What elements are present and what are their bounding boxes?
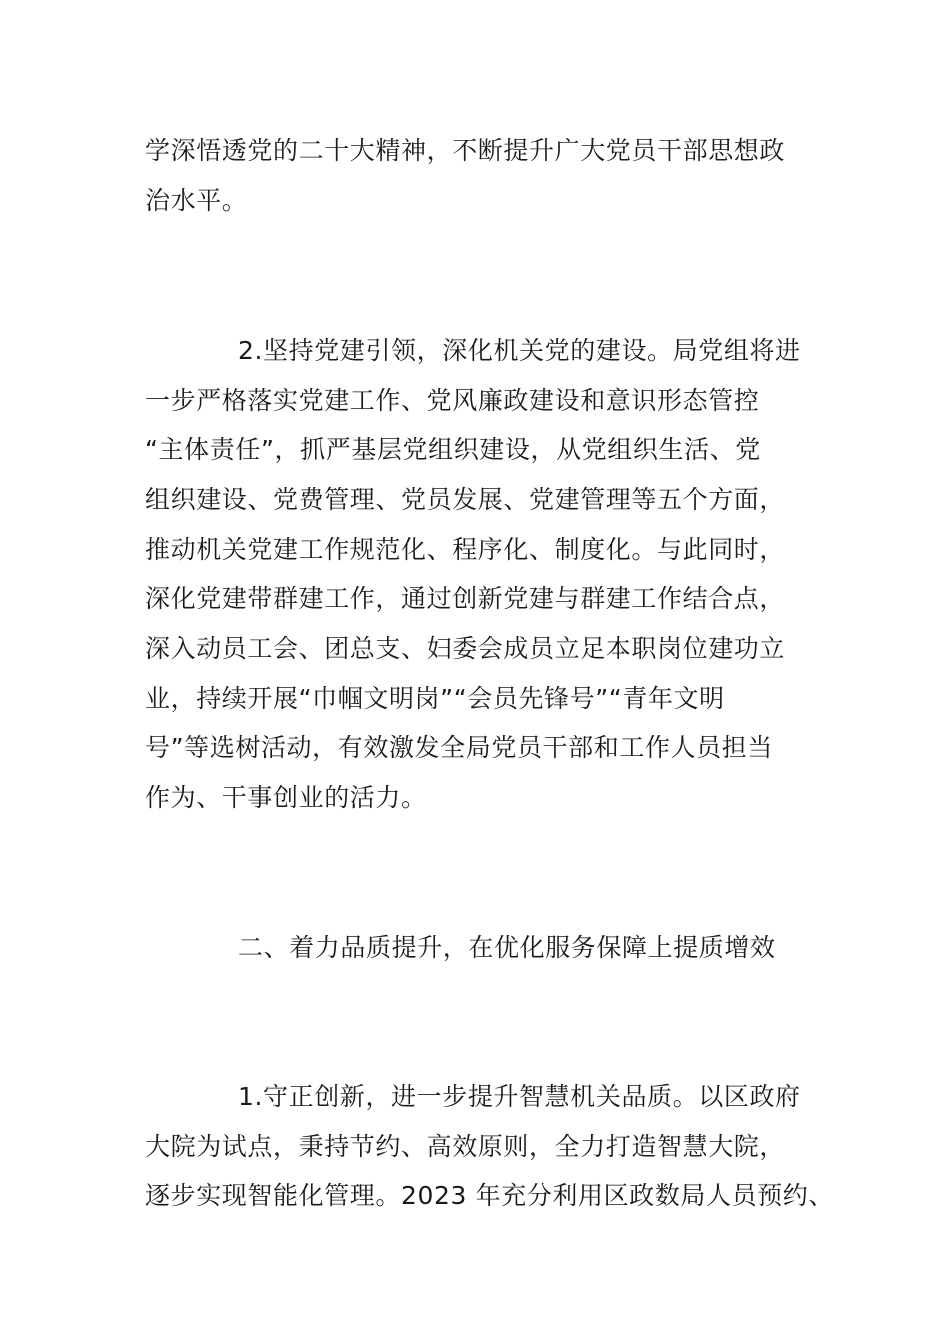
paragraph-2-line-9: 号”等选树活动，有效激发全局党员干部和工作人员担当	[145, 733, 773, 762]
paragraph-2-line-8: 业，持续开展“巾帼文明岗”“会员先锋号”“青年文明	[145, 684, 725, 713]
paragraph-2-line-4: 组织建设、党费管理、党员发展、党建管理等五个方面，	[145, 485, 786, 514]
section-heading: 二、着力品质提升，在优化服务保障上提质增效	[238, 933, 776, 962]
paragraph-3-line-3: 逐步实现智能化管理。2023 年充分利用区政数局人员预约、	[145, 1181, 834, 1210]
paragraph-2-line-7: 深入动员工会、团总支、妇委会成员立足本职岗位建功立	[145, 634, 786, 663]
paragraph-2-line-5: 推动机关党建工作规范化、程序化、制度化。与此同时，	[145, 535, 786, 564]
paragraph-1-line-1: 学深悟透党的二十大精神，不断提升广大党员干部思想政	[145, 136, 786, 165]
paragraph-3-line-1: 1.守正创新，进一步提升智慧机关品质。以区政府	[238, 1082, 801, 1111]
paragraph-2-line-3: “主体责任”，抓严基层党组织建设，从党组织生活、党	[145, 435, 761, 464]
paragraph-1-line-2: 治水平。	[145, 186, 248, 215]
paragraph-3-line-2: 大院为试点，秉持节约、高效原则，全力打造智慧大院，	[145, 1132, 786, 1161]
paragraph-2-line-2: 一步严格落实党建工作、党风廉政建设和意识形态管控	[145, 386, 760, 415]
paragraph-2-line-10: 作为、干事创业的活力。	[145, 783, 427, 812]
paragraph-2-line-6: 深化党建带群建工作，通过创新党建与群建工作结合点，	[145, 584, 786, 613]
paragraph-2-line-1: 2.坚持党建引领，深化机关党的建设。局党组将进	[238, 336, 801, 365]
